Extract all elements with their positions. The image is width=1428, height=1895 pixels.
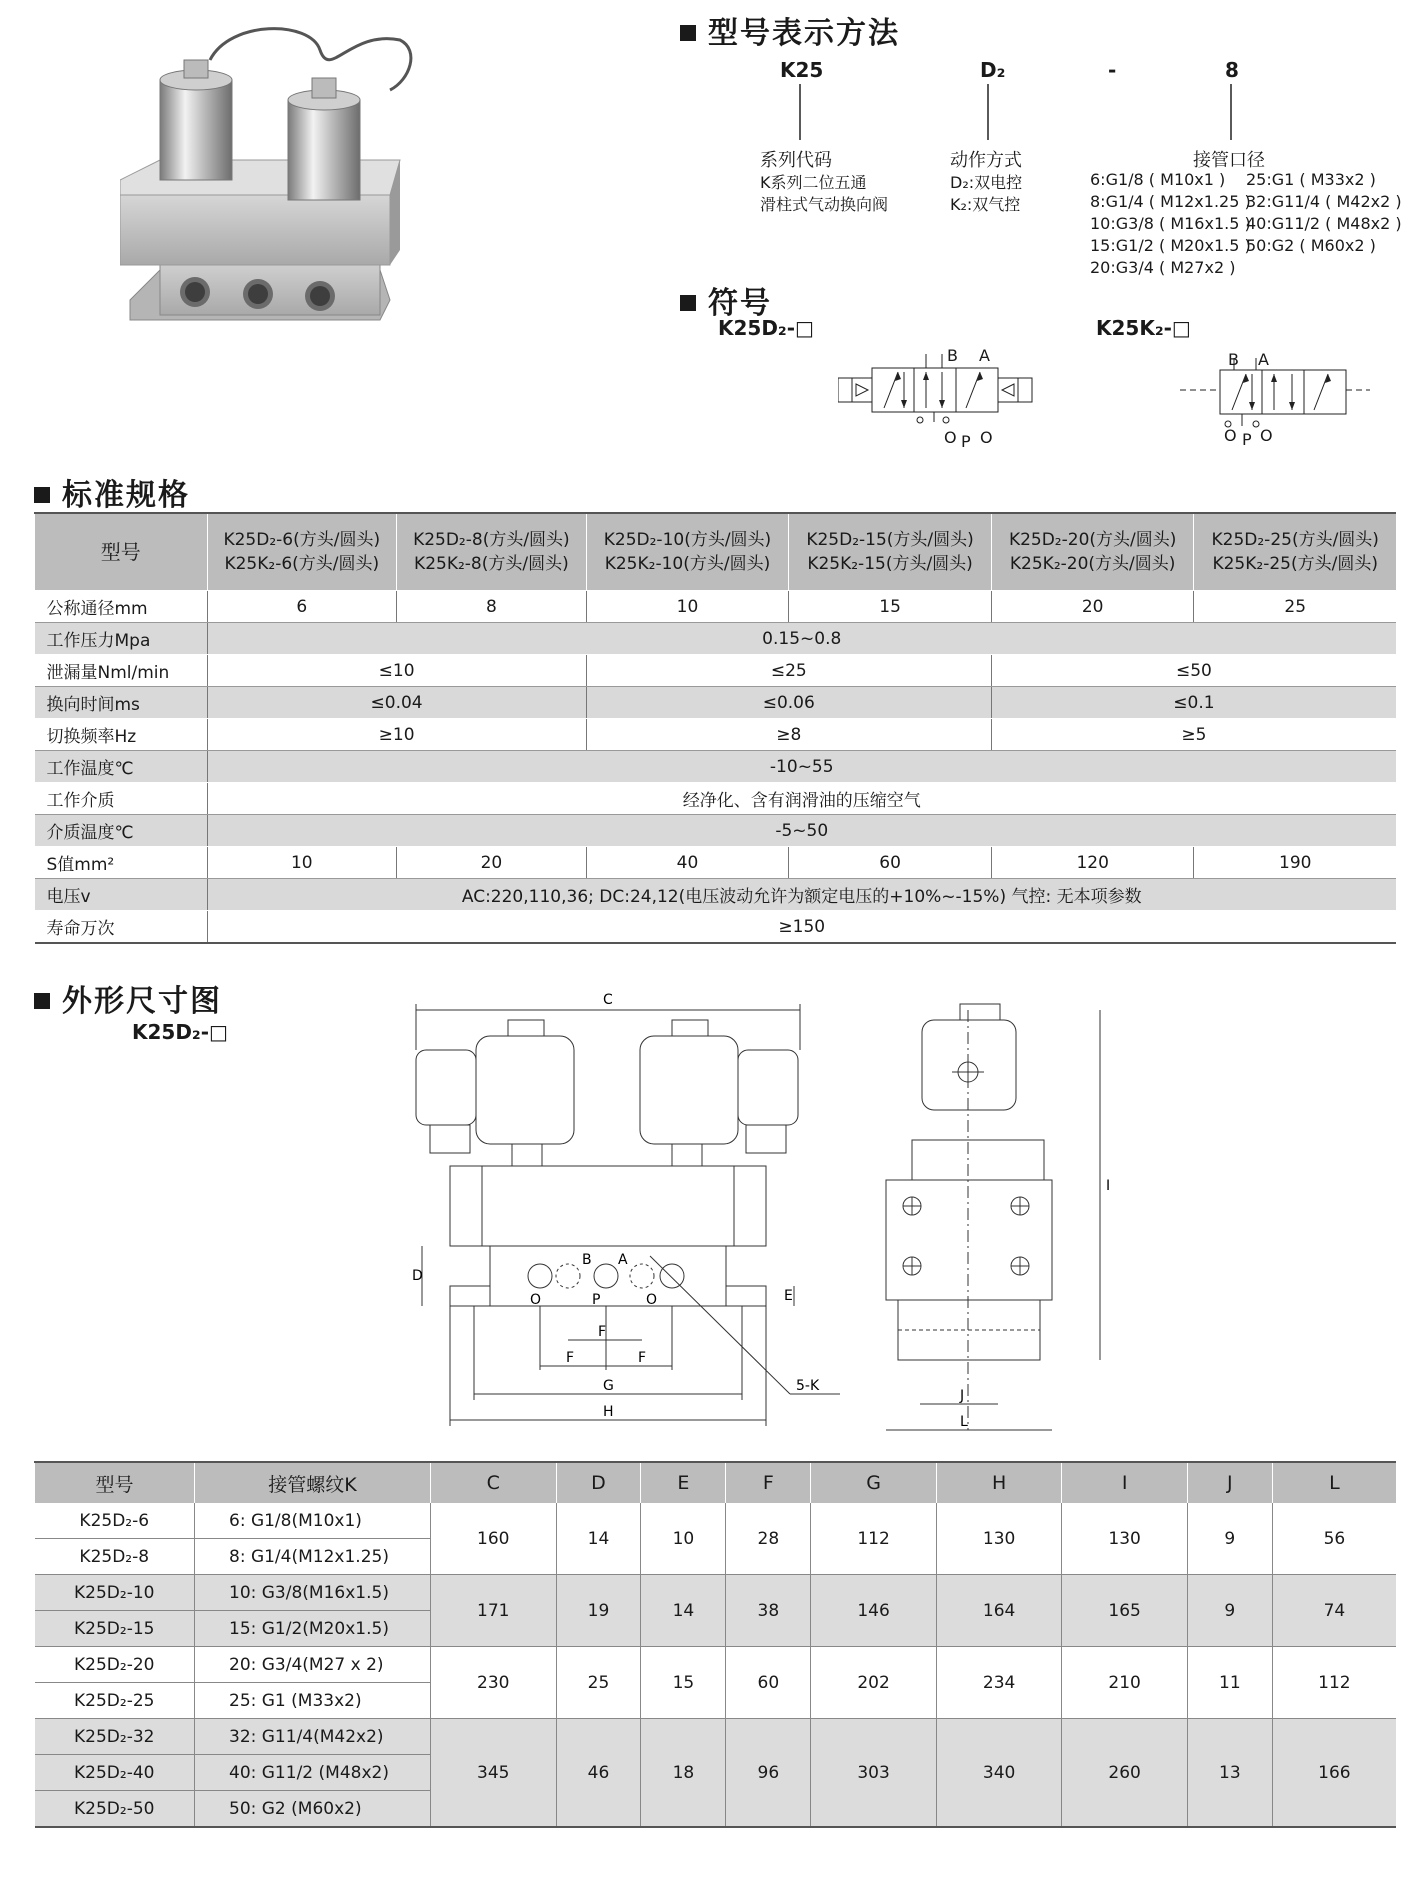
drawing-port-o2: O — [646, 1292, 658, 1308]
spec-header-row — [35, 513, 1397, 591]
spec-row-frequency: 切换频率Hz ≥10 ≥8 ≥5 — [35, 719, 1397, 751]
series-code-title: 系列代码 — [760, 150, 832, 171]
symbol2-port-p: P — [1242, 430, 1252, 449]
spec-model-col: K25D₂-6(方头/圆头) K25K₂-6(方头/圆头) — [207, 513, 397, 591]
symbol-port-o2: O — [980, 428, 993, 447]
dim-g-label: G — [603, 1378, 614, 1394]
port-size-title: 接管口径 — [1193, 150, 1265, 171]
action-type-line1: D₂:双电控 — [950, 173, 1023, 192]
dim-e-label: E — [784, 1288, 793, 1304]
symbol-port-p: P — [961, 432, 971, 451]
square-bullet-icon — [680, 295, 696, 311]
square-bullet-icon — [34, 487, 50, 503]
model-code-port: 8 — [1225, 58, 1239, 82]
model-section-title: 型号表示方法 — [680, 8, 900, 52]
dim-5k-label: 5-K — [796, 1378, 820, 1394]
action-type-line2: K₂:双气控 — [950, 195, 1021, 214]
symbol2-port-b: B — [1228, 350, 1239, 369]
port-size-right-1: 25:G1 ( M33x2 ) — [1246, 170, 1376, 189]
table-row: K25D₂-25 25: G1 (M33x2) — [35, 1683, 1397, 1719]
spec-row-pressure: 工作压力Mpa 0.15~0.8 — [35, 623, 1397, 655]
port-size-left-4: 15:G1/2 ( M20x1.5 ) — [1090, 236, 1251, 255]
symbol2-port-o2: O — [1260, 426, 1273, 445]
symbol-port-a: A — [979, 346, 990, 365]
table-row: K25D₂-20 20: G3/4(M27 x 2) 230 25 15 60 202 234 210 11 112 — [35, 1647, 1397, 1683]
dim-f-label-1: F — [598, 1324, 607, 1340]
dim-c-label: C — [603, 992, 613, 1008]
symbol-solenoid-valve — [838, 348, 1038, 448]
dim-j-label: J — [960, 1388, 965, 1404]
outline-section-title: 外形尺寸图 — [34, 976, 222, 1020]
dimension-table — [34, 1461, 1396, 1828]
spec-row-s-value: S值mm² 10 20 40 60 120 190 — [35, 847, 1397, 879]
dim-d-label: D — [412, 1268, 423, 1284]
dim-f-label-3: F — [638, 1350, 647, 1366]
spec-row-temp: 工作温度℃ -10~55 — [35, 751, 1397, 783]
table-row: K25D₂-15 15: G1/2(M20x1.5) — [35, 1611, 1397, 1647]
spec-header-label: 型号 — [35, 513, 208, 591]
spec-row-medium: 工作介质 经净化、含有润滑油的压缩空气 — [35, 783, 1397, 815]
port-size-right-2: 32:G11/4 ( M42x2 ) — [1246, 192, 1402, 211]
square-bullet-icon — [34, 993, 50, 1009]
symbol2-port-o1: O — [1224, 426, 1237, 445]
drawing-port-b: B — [582, 1252, 592, 1268]
product-photo — [120, 20, 500, 380]
dim-h-label: H — [603, 1404, 614, 1420]
model-code-dash: - — [1108, 58, 1117, 82]
series-code-line2: 滑柱式气动换向阀 — [760, 195, 889, 214]
port-size-left-1: 6:G1/8 ( M10x1 ) — [1090, 170, 1226, 189]
outline-label: K25D₂-□ — [132, 1020, 228, 1044]
drawing-port-a: A — [618, 1252, 628, 1268]
spec-model-col: K25D₂-25(方头/圆头) K25K₂-25(方头/圆头) — [1194, 513, 1396, 591]
port-size-left-5: 20:G3/4 ( M27x2 ) — [1090, 258, 1236, 277]
spec-section-title: 标准规格 — [34, 470, 190, 514]
table-row: K25D₂-40 40: G11/2 (M48x2) — [35, 1755, 1397, 1791]
port-size-left-3: 10:G3/8 ( M16x1.5 ) — [1090, 214, 1251, 233]
dim-f-label-2: F — [566, 1350, 575, 1366]
port-size-right-4: 50:G2 ( M60x2 ) — [1246, 236, 1376, 255]
square-bullet-icon — [680, 25, 696, 41]
spec-row-life: 寿命万次 ≥150 — [35, 911, 1397, 944]
action-type-title: 动作方式 — [950, 150, 1022, 171]
spec-row-switch-time: 换向时间ms ≤0.04 ≤0.06 ≤0.1 — [35, 687, 1397, 719]
model-code-leaders — [780, 84, 1250, 144]
drawing-port-o1: O — [530, 1292, 542, 1308]
symbol-label-pneumatic: K25K₂-□ — [1096, 316, 1191, 340]
symbol-port-o1: O — [944, 428, 957, 447]
table-row: K25D₂-6 6: G1/8(M10x1) 160 14 10 28 112 130 130 9 56 — [35, 1503, 1397, 1539]
symbol2-port-a: A — [1258, 350, 1269, 369]
spec-row-leak: 泄漏量Nml/min ≤10 ≤25 ≤50 — [35, 655, 1397, 687]
spec-row-voltage: 电压v AC:220,110,36; DC:24,12(电压波动允许为额定电压的+10%~-15%) 气控: 无本项参数 — [35, 879, 1397, 911]
model-code-action: D₂ — [980, 58, 1006, 82]
table-row: K25D₂-10 10: G3/8(M16x1.5) 171 19 14 38 146 164 165 9 74 — [35, 1575, 1397, 1611]
table-row: K25D₂-50 50: G2 (M60x2) — [35, 1791, 1397, 1828]
drawing-port-p: P — [592, 1292, 601, 1308]
symbol-section-title: 符号 — [680, 278, 772, 322]
spec-model-col: K25D₂-8(方头/圆头) K25K₂-8(方头/圆头) — [397, 513, 587, 591]
model-code-series: K25 — [780, 58, 824, 82]
spec-model-col: K25D₂-10(方头/圆头) K25K₂-10(方头/圆头) — [586, 513, 789, 591]
outline-drawing-front — [400, 990, 860, 1440]
dim-l-label: L — [960, 1414, 968, 1430]
spec-row-bore: 公称通径mm 6 8 10 15 20 25 — [35, 591, 1397, 623]
spec-table — [34, 512, 1396, 944]
symbol-port-b: B — [947, 346, 958, 365]
symbol-label-electric: K25D₂-□ — [718, 316, 814, 340]
table-row: K25D₂-32 32: G11/4(M42x2) 345 46 18 96 303 340 260 13 166 — [35, 1719, 1397, 1755]
spec-model-col: K25D₂-15(方头/圆头) K25K₂-15(方头/圆头) — [789, 513, 992, 591]
spec-row-medium-temp: 介质温度℃ -5~50 — [35, 815, 1397, 847]
dim-header-row: 型号 接管螺纹K C D E F G H I J L — [35, 1462, 1397, 1503]
port-size-left-2: 8:G1/4 ( M12x1.25 ) — [1090, 192, 1251, 211]
table-row: K25D₂-8 8: G1/4(M12x1.25) — [35, 1539, 1397, 1575]
outline-drawing-side — [880, 990, 1160, 1440]
spec-model-col: K25D₂-20(方头/圆头) K25K₂-20(方头/圆头) — [991, 513, 1194, 591]
dim-i-label: I — [1106, 1178, 1111, 1194]
port-size-right-3: 40:G11/2 ( M48x2 ) — [1246, 214, 1402, 233]
series-code-line1: K系列二位五通 — [760, 173, 867, 192]
symbol-pneumatic-valve — [1180, 358, 1370, 448]
